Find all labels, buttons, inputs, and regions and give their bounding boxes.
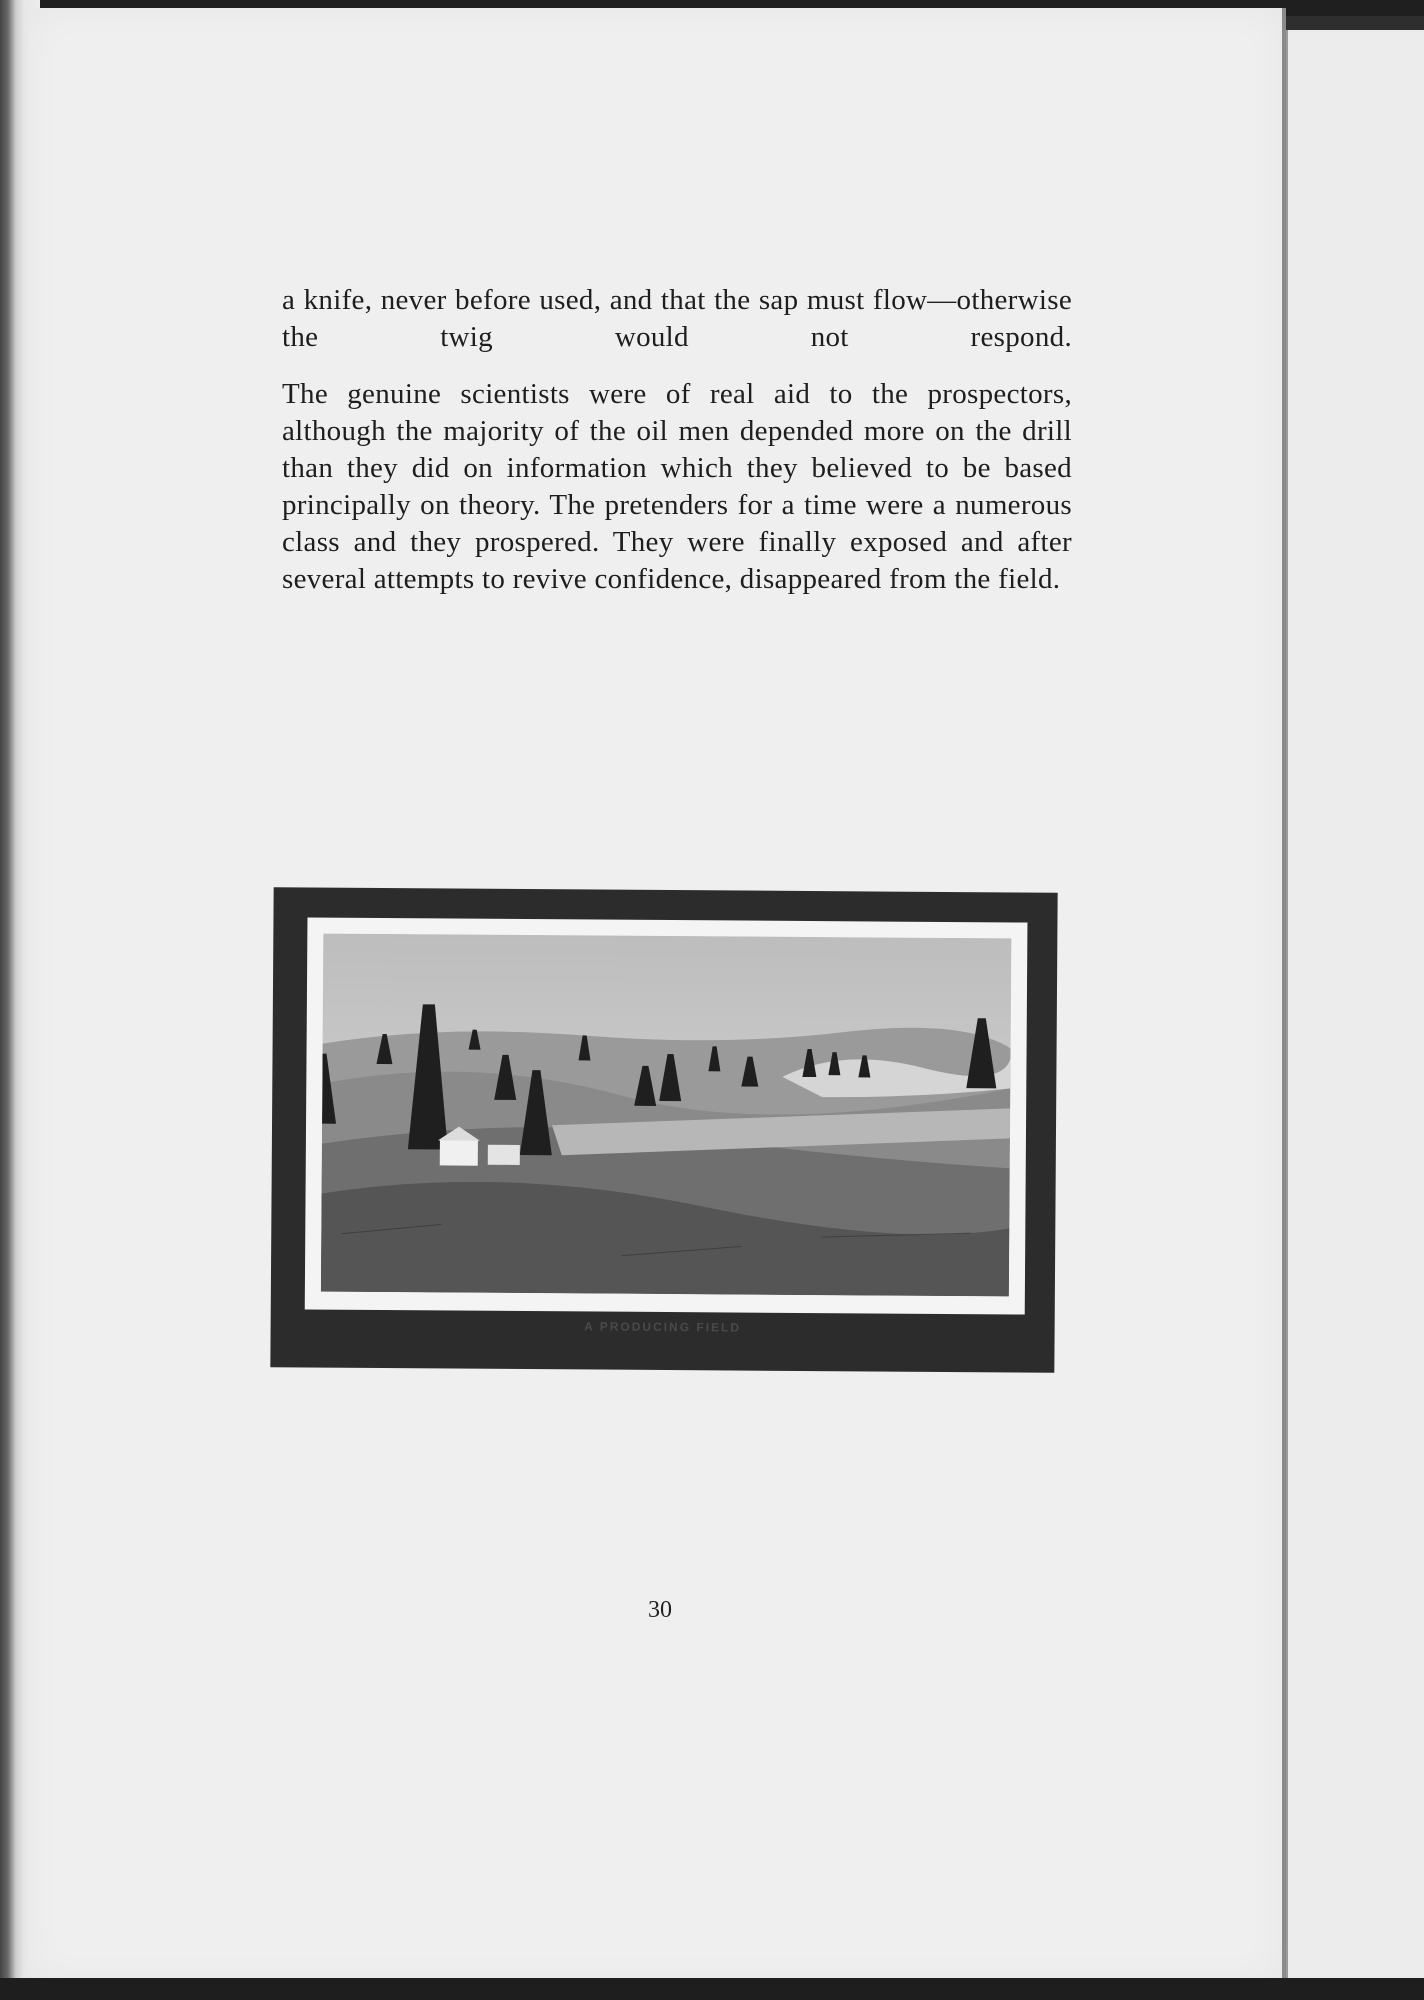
paragraph-2: The genuine scientists were of real aid to the prospectors, although the majority of the oil men depended more on the drill than they did on information which they believed to be based principally on theory. The pretenders for a time were a numerous class and they prospered. They were finally exposed and after several attempts to revive confidence, disappeared from the field. (282, 378, 1072, 595)
body-text (282, 282, 1072, 618)
page-number: 30 (648, 1597, 672, 1623)
figure-frame (270, 887, 1057, 1372)
figure-caption: A PRODUCING FIELD (584, 1319, 742, 1335)
photo-mount (305, 918, 1028, 1315)
scan-bottom-border (0, 1978, 1424, 2000)
paragraph-1: a knife, never before used, and that the sap must flow—otherwise the twig would not respond. (282, 284, 1072, 353)
adjacent-page-edge (1286, 30, 1424, 1978)
oil-field-photo (321, 934, 1011, 1297)
